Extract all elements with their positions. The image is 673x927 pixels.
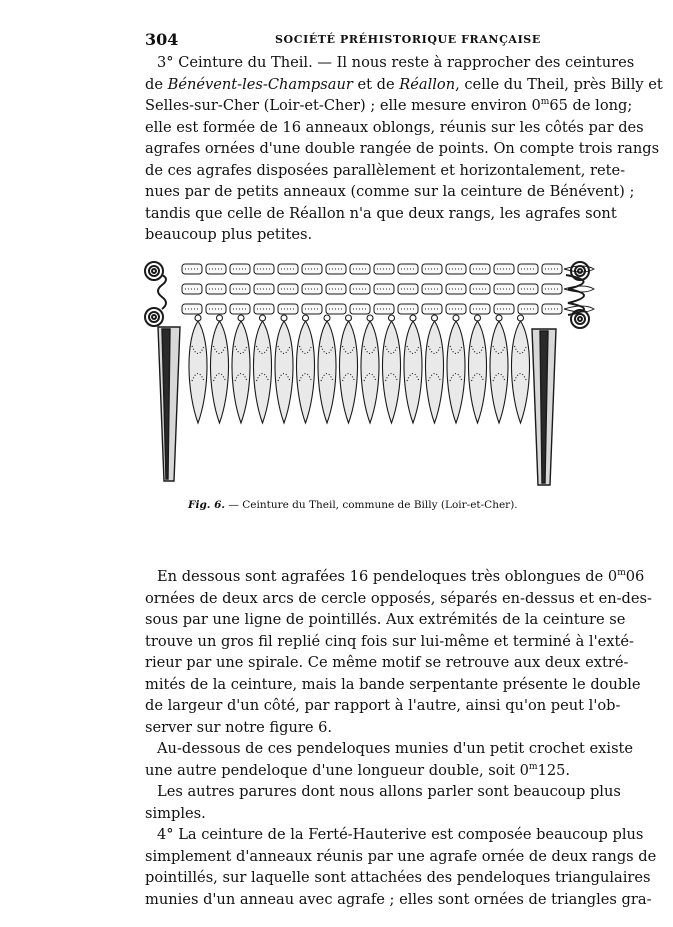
page-header <box>145 30 615 50</box>
text-line: munies d'un anneau avec agrafe ; elles sont ornées de triangles gra- <box>145 890 652 908</box>
text-line: de ces agrafes disposées parallèlement et horizontalement, rete- <box>145 161 626 179</box>
left-long-pendant <box>158 327 180 481</box>
text-line: nues par de petits anneaux (comme sur la ceinture de Bénévent) ; <box>145 183 635 200</box>
section-4-paragraph <box>145 824 657 910</box>
paragraph-other-ornaments <box>145 781 621 824</box>
section-3-paragraph <box>145 52 663 246</box>
text-line: En dessous sont agrafées 16 pendeloques très oblongues de 0$^m$06 <box>157 568 645 585</box>
pendant <box>511 315 529 423</box>
figure-caption <box>188 499 518 511</box>
text-line: mités de la ceinture, mais la bande serpentante présente le double <box>145 675 641 693</box>
page-number: 304 <box>145 30 179 49</box>
text-line: ornées de deux arcs de cercle opposés, séparés en-dessus et en-des- <box>145 589 652 607</box>
text-line: agrafes ornées d'une double rangée de points. On compte trois rangs <box>145 140 660 157</box>
pendant <box>296 315 314 423</box>
figure-caption-text: — Ceinture du Theil, commune de Billy (Loir-et-Cher). <box>225 499 518 511</box>
paragraph-long-pendant <box>145 738 634 781</box>
left-spiral-end <box>145 262 166 326</box>
pendant <box>339 315 357 423</box>
text-line: 4° La ceinture de la Ferté-Hauterive est composée beaucoup plus <box>157 826 644 843</box>
text-line: Au-dessous de ces pendeloques munies d'un petit crochet existe <box>157 740 634 757</box>
pendant <box>275 315 293 423</box>
pendant <box>490 315 508 423</box>
text-line: de Bénévent-les-Champsaur et de Réallon, celle du Theil, près Billy et <box>145 75 663 93</box>
pendant <box>189 315 207 423</box>
pendant <box>404 315 422 423</box>
text-line: Les autres parures dont nous allons parler sont beaucoup plus <box>157 783 621 800</box>
text-line: de largeur d'un côté, par rapport à l'autre, ainsi qu'on peut l'ob- <box>145 697 621 714</box>
figure-label: Fig. 6. <box>188 499 226 511</box>
pendant <box>253 315 271 423</box>
right-long-pendant <box>532 329 556 485</box>
pendant <box>232 315 250 423</box>
pendant <box>382 315 400 423</box>
pendant <box>318 315 336 423</box>
text-line: simples. <box>145 804 206 822</box>
text-line: rieur par une spirale. Ce même motif se retrouve aux deux extré- <box>145 654 629 671</box>
text-line: tandis que celle de Réallon n'a que deux rangs, les agrafes sont <box>145 204 617 222</box>
text-line: beaucoup plus petites. <box>145 226 313 243</box>
running-head: SOCIÉTÉ PRÉHISTORIQUE FRANÇAISE <box>275 33 541 46</box>
pendant <box>447 315 465 423</box>
pendant <box>425 315 443 423</box>
belt-illustration <box>140 245 620 495</box>
text-line: trouve un gros fil replié cinq fois sur lui-même et terminé à l'exté- <box>145 632 634 650</box>
text-line: Selles-sur-Cher (Loir-et-Cher) ; elle mesure environ 0$^m$65 de long; <box>145 97 633 114</box>
pendant <box>210 315 228 423</box>
text-line: server sur notre figure 6. <box>145 718 333 736</box>
text-line: une autre pendeloque d'une longueur double, soit 0$^m$125. <box>145 761 571 779</box>
wire-loop <box>564 306 594 312</box>
pendant <box>468 315 486 423</box>
text-line: simplement d'anneaux réunis par une agrafe ornée de deux rangs de <box>145 847 657 865</box>
pendant <box>361 315 379 423</box>
paragraph-pendants <box>145 566 652 738</box>
text-line: 3° Ceinture du Theil. — Il nous reste à rapprocher des ceintures <box>157 54 635 71</box>
text-line: elle est formée de 16 anneaux oblongs, réunis sur les côtés par des <box>145 118 644 136</box>
text-line: pointillés, sur laquelle sont attachées des pendeloques triangulaires <box>145 869 651 886</box>
text-line: sous par une ligne de pointillés. Aux extrémités de la ceinture se <box>145 611 626 628</box>
